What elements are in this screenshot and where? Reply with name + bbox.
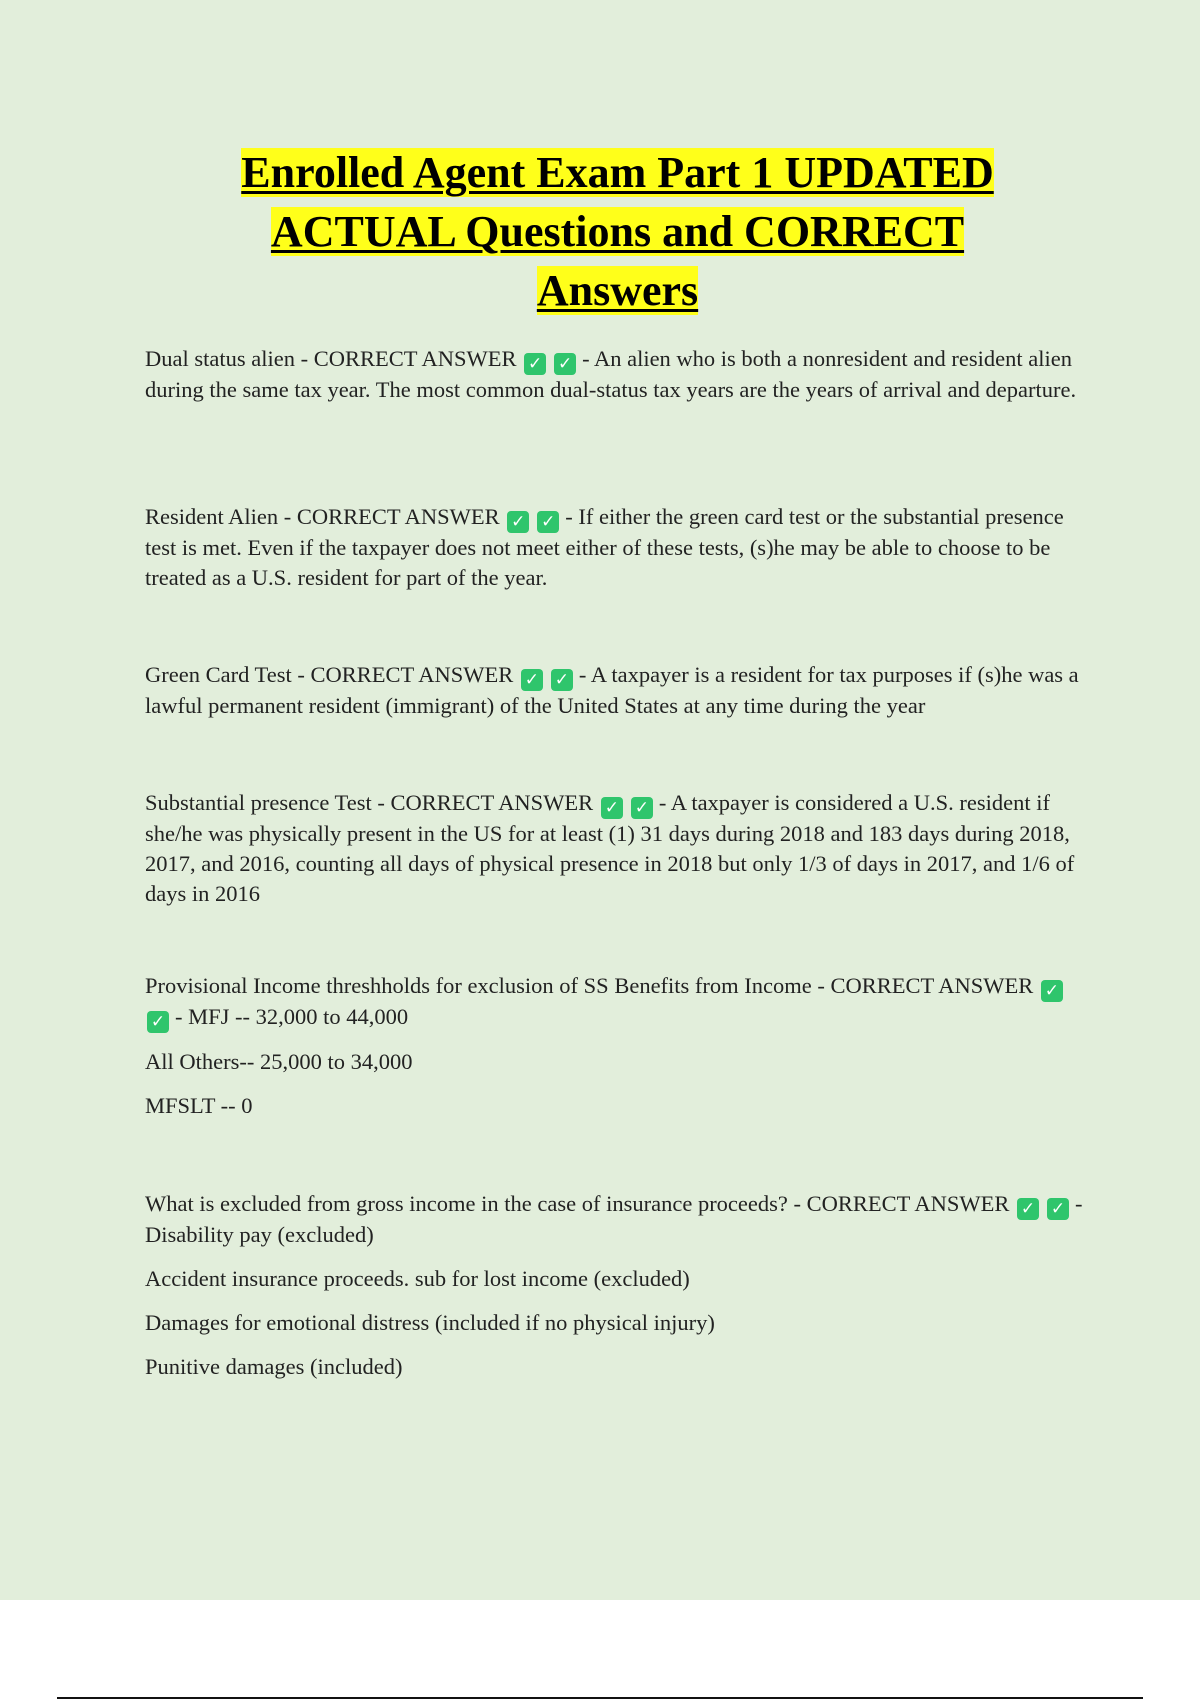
page-divider [57,1697,1143,1699]
qa-extra-line: MFSLT -- 0 [145,1093,253,1118]
qa-entry [145,344,1090,405]
qa-question-line [145,502,1090,593]
check-mark-icon: ✓ [1041,980,1063,1002]
check-mark-icon: ✓ [1047,1198,1069,1220]
check-mark-icon: ✓ [551,669,573,691]
check-mark-icon: ✓ [601,797,623,819]
qa-term: What is excluded from gross income in the case of insurance proceeds? - CORRECT ANSWER [145,1191,1010,1216]
qa-answer: - If either the green card test or the substantial presence test is met. Even if the taxpayer does not meet either of these tests, (s)he may be able to choose to be treated as a U.S. resident for part of the year. [145,504,1064,590]
qa-answer: - A taxpayer is considered a U.S. resident if she/he was physically present in the US for at least (1) 31 days during 2018 and 183 days during 2018, 2017, and 2016, counting all days of physical presence in 2018 but only 1/3 of days in 2017, and 1/6 of days in 2016 [145,790,1075,906]
check-mark-icon: ✓ [521,669,543,691]
qa-term: Substantial presence Test - CORRECT ANSWER [145,790,594,815]
check-mark-icon: ✓ [147,1011,169,1033]
qa-term: Green Card Test - CORRECT ANSWER [145,662,514,687]
title-line-3: Answers [536,266,699,315]
check-mark-icon: ✓ [1017,1198,1039,1220]
qa-question-line [145,344,1090,405]
qa-answer: - A taxpayer is a resident for tax purposes if (s)he was a lawful permanent resident (immigrant) of the United States at any time during the year [145,662,1079,718]
check-mark-icon: ✓ [631,797,653,819]
qa-answer: - Disability pay (excluded) [145,1191,1083,1247]
qa-extra-line: Punitive damages (included) [145,1354,403,1379]
qa-entry [145,660,1090,721]
title-line-2: ACTUAL Questions and CORRECT [270,207,965,256]
check-mark-icon: ✓ [524,353,546,375]
qa-answer: - MFJ -- 32,000 to 44,000 [175,1004,409,1029]
document-title [145,143,1090,320]
qa-extra-line: All Others-- 25,000 to 34,000 [145,1049,413,1074]
title-line-1: Enrolled Agent Exam Part 1 UPDATED [241,148,994,197]
qa-entry [145,1189,1090,1382]
qa-entry [145,971,1090,1121]
qa-extra-line: Damages for emotional distress (included if no physical injury) [145,1310,715,1335]
qa-question-line [145,660,1090,721]
qa-question-line [145,971,1090,1033]
check-mark-icon: ✓ [537,511,559,533]
qa-term: Provisional Income threshholds for exclusion of SS Benefits from Income - CORRECT ANSWER [145,973,1034,998]
qa-term: Dual status alien - CORRECT ANSWER [145,346,517,371]
qa-answer: - An alien who is both a nonresident and resident alien during the same tax year. The most common dual-status tax years are the years of arrival and departure. [145,346,1077,402]
qa-term: Resident Alien - CORRECT ANSWER [145,504,500,529]
qa-question-line [145,788,1090,909]
check-mark-icon: ✓ [507,511,529,533]
qa-entry [145,502,1090,593]
qa-extra-line: Accident insurance proceeds. sub for lost income (excluded) [145,1266,690,1291]
check-mark-icon: ✓ [554,353,576,375]
qa-entry [145,788,1090,909]
qa-question-line [145,1189,1090,1250]
